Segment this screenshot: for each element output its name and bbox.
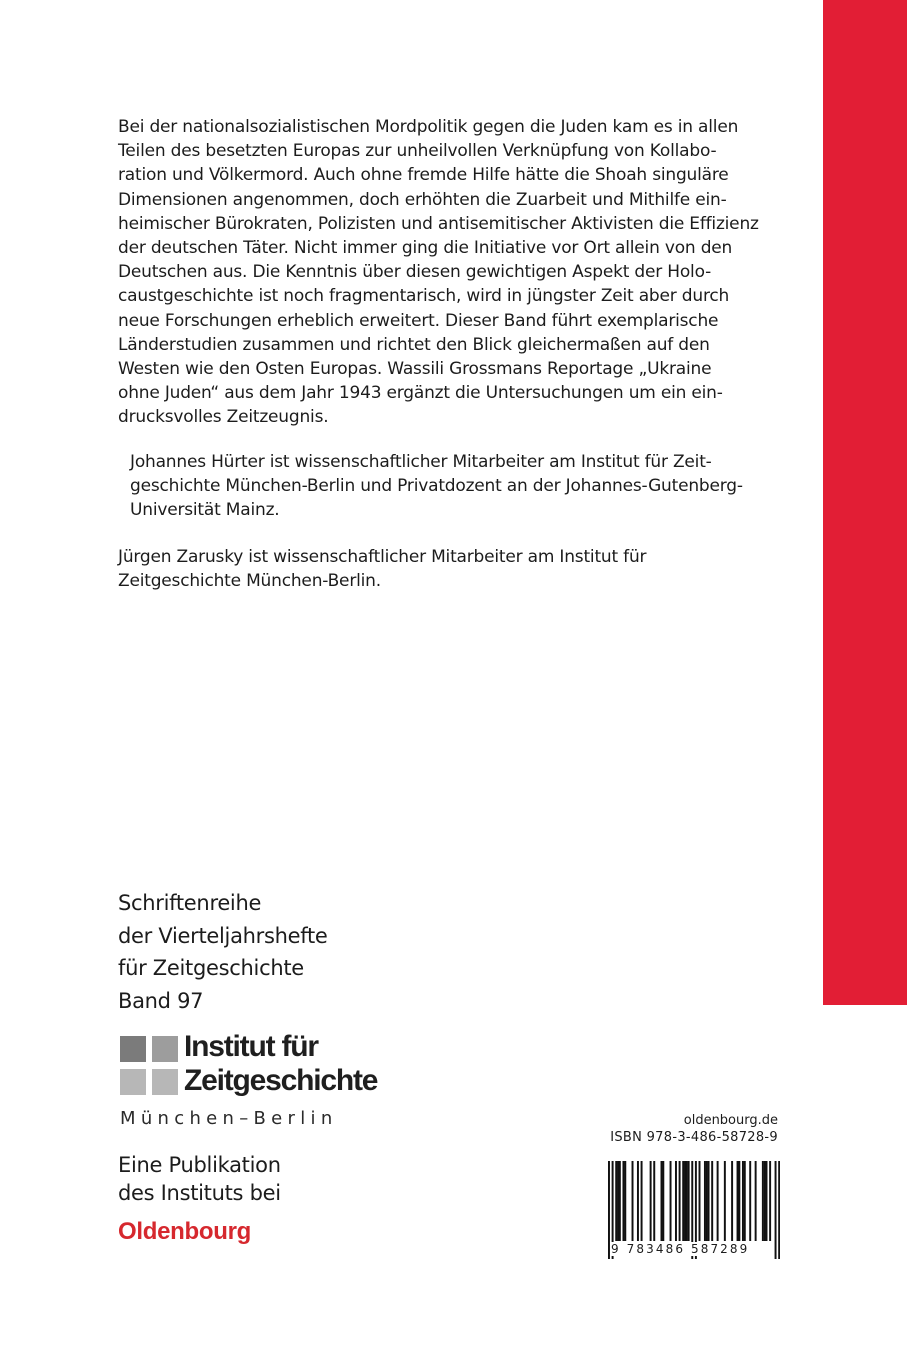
author-bio-line: Johannes Hürter ist wissenschaftlicher Mitarbeiter am Institut für Zeit- xyxy=(130,452,712,472)
author-bio-line: Jürgen Zarusky ist wissenschaftlicher Mitarbeiter am Institut für xyxy=(118,547,647,567)
barcode-bar xyxy=(661,1161,663,1241)
description-line: drucksvolles Zeitzeugnis. xyxy=(118,407,329,428)
barcode-bar xyxy=(708,1161,710,1241)
publisher-website: oldenbourg.de xyxy=(683,1113,778,1128)
barcode-bar xyxy=(615,1161,617,1241)
series-line: Band 97 xyxy=(118,988,204,1013)
barcode-bar xyxy=(679,1161,681,1241)
series-info xyxy=(118,887,328,1017)
publication-line: Eine Publikation xyxy=(118,1153,281,1177)
author-bio-line: geschichte München-Berlin und Privatdozent an der Johannes-Gutenberg- xyxy=(130,476,743,497)
barcode-bar xyxy=(684,1161,686,1241)
description-line: ohne Juden“ aus dem Jahr 1943 ergänzt die Untersuchungen um ein ein- xyxy=(118,383,723,404)
publication-line: des Instituts bei xyxy=(118,1181,281,1205)
institute-name-line: Zeitgeschichte xyxy=(184,1064,378,1097)
barcode-bar xyxy=(637,1161,639,1241)
description-line: der deutschen Täter. Nicht immer ging die Initiative vor Ort allein von den xyxy=(118,238,733,259)
barcode-bar xyxy=(662,1161,664,1241)
barcode-bar xyxy=(688,1161,690,1241)
red-accent-band xyxy=(823,0,907,1005)
barcode-bar xyxy=(675,1161,677,1241)
barcode-bar xyxy=(704,1161,706,1241)
barcode-bar xyxy=(632,1161,634,1241)
description-line: Dimensionen angenommen, doch erhöhten die Zuarbeit und Mithilfe ein- xyxy=(118,189,727,210)
logo-square xyxy=(120,1036,146,1062)
barcode-bar xyxy=(670,1161,672,1241)
barcode-bar xyxy=(706,1161,708,1241)
barcode-bar xyxy=(653,1161,655,1241)
series-line: Schriftenreihe xyxy=(118,891,262,915)
series-line: für Zeitgeschichte xyxy=(118,956,304,980)
isbn-number: ISBN 978-3-486-58728-9 xyxy=(610,1130,778,1145)
barcode-bar xyxy=(682,1161,684,1241)
institute-name-line: Institut für xyxy=(184,1030,318,1063)
publication-note xyxy=(118,1151,281,1207)
description-line: Deutschen aus. Die Kenntnis über diesen gewichtigen Aspekt der Holo- xyxy=(118,262,712,283)
barcode-bar xyxy=(724,1161,726,1241)
barcode-bar xyxy=(766,1161,768,1241)
author-bio-line: Universität Mainz. xyxy=(130,500,280,521)
barcode-bar xyxy=(699,1161,701,1241)
barcode-bar xyxy=(711,1161,713,1241)
barcode-bar xyxy=(744,1161,746,1241)
barcode-bar xyxy=(769,1161,771,1241)
barcode-bar xyxy=(775,1161,777,1259)
barcode-bar xyxy=(717,1161,719,1241)
author-bio-zarusky xyxy=(118,545,768,593)
barcode-bar xyxy=(650,1161,652,1241)
barcode-bar xyxy=(619,1161,621,1241)
institute-city: München–Berlin xyxy=(120,1108,338,1129)
barcode-bar xyxy=(624,1161,626,1241)
barcode-bar xyxy=(738,1161,740,1241)
barcode-bar xyxy=(686,1161,688,1241)
book-description xyxy=(118,115,778,430)
description-line: ration und Völkermord. Auch ohne fremde Hilfe hätte die Shoah singuläre xyxy=(118,165,729,186)
logo-square xyxy=(152,1036,178,1062)
barcode-bar xyxy=(622,1161,624,1241)
description-line: Länderstudien zusammen und richtet den Blick gleichermaßen auf den xyxy=(118,334,710,355)
barcode-digits: 9 783486 587289 xyxy=(611,1242,750,1256)
description-line: Westen wie den Osten Europas. Wassili Grossmans Reportage „Ukraine xyxy=(118,359,712,380)
description-line: neue Forschungen erheblich erweitert. Dieser Band führt exemplarische xyxy=(118,310,719,331)
barcode-bar xyxy=(778,1161,780,1259)
author-bio-huerter xyxy=(130,450,780,523)
description-line: heimischer Bürokraten, Polizisten und antisemitischer Aktivisten die Effizienz xyxy=(118,213,759,234)
description-line: caustgeschichte ist noch fragmentarisch, wird in jüngster Zeit aber durch xyxy=(118,286,730,307)
description-line: Teilen des besetzten Europas zur unheilvollen Verknüpfung von Kollabo- xyxy=(118,141,717,162)
barcode-bar xyxy=(617,1161,619,1241)
barcode-bar xyxy=(749,1161,751,1241)
author-bio-line: Zeitgeschichte München-Berlin. xyxy=(118,571,381,592)
barcode-bar xyxy=(641,1161,643,1241)
barcode-bar xyxy=(755,1161,757,1241)
barcode-bar xyxy=(731,1161,733,1241)
barcode-bar xyxy=(764,1161,766,1241)
barcode-bar xyxy=(742,1161,744,1241)
logo-square xyxy=(152,1069,178,1095)
barcode-bar xyxy=(762,1161,764,1241)
logo-square xyxy=(120,1069,146,1095)
barcode-bar xyxy=(737,1161,739,1241)
institute-name xyxy=(184,1030,377,1098)
publisher-logo: Oldenbourg xyxy=(118,1218,251,1245)
series-line: der Vierteljahrshefte xyxy=(118,923,328,948)
description-line: Bei der nationalsozialistischen Mordpolitik gegen die Juden kam es in allen xyxy=(118,117,739,137)
